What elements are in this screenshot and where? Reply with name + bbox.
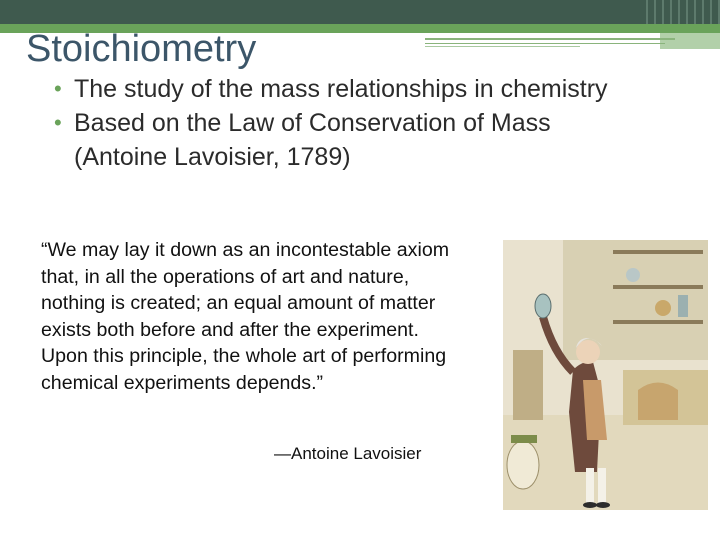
- slide-title: Stoichiometry: [26, 28, 257, 70]
- title-decoration-block: [660, 33, 720, 49]
- bullet-list: [54, 72, 608, 174]
- bullet-text: Based on the Law of Conservation of Mass: [74, 109, 551, 137]
- quote-text: “We may lay it down as an incontestable axiom that, in all the operations of art and nature, nothing is created; an equal amount of matter exists both before and after the experiment. Upon this principle, the whole art of performing chemical experiments depends.”: [41, 239, 450, 394]
- header-bar: [0, 0, 720, 24]
- bullet-icon: •: [54, 110, 62, 135]
- title-decoration-line: [425, 43, 665, 44]
- bullet-item: [54, 72, 608, 106]
- bullet-icon: •: [54, 76, 62, 101]
- bullet-item: [54, 106, 608, 174]
- bullet-continuation: (Antoine Lavoisier, 1789): [74, 143, 351, 171]
- title-decoration-line: [425, 38, 675, 40]
- lavoisier-portrait-icon: [503, 240, 708, 510]
- bullet-text: The study of the mass relationships in chemistry: [74, 75, 608, 103]
- header-stripes: [640, 0, 720, 24]
- quote-attribution: —Antoine Lavoisier: [274, 444, 422, 463]
- title-decoration-line: [425, 46, 580, 47]
